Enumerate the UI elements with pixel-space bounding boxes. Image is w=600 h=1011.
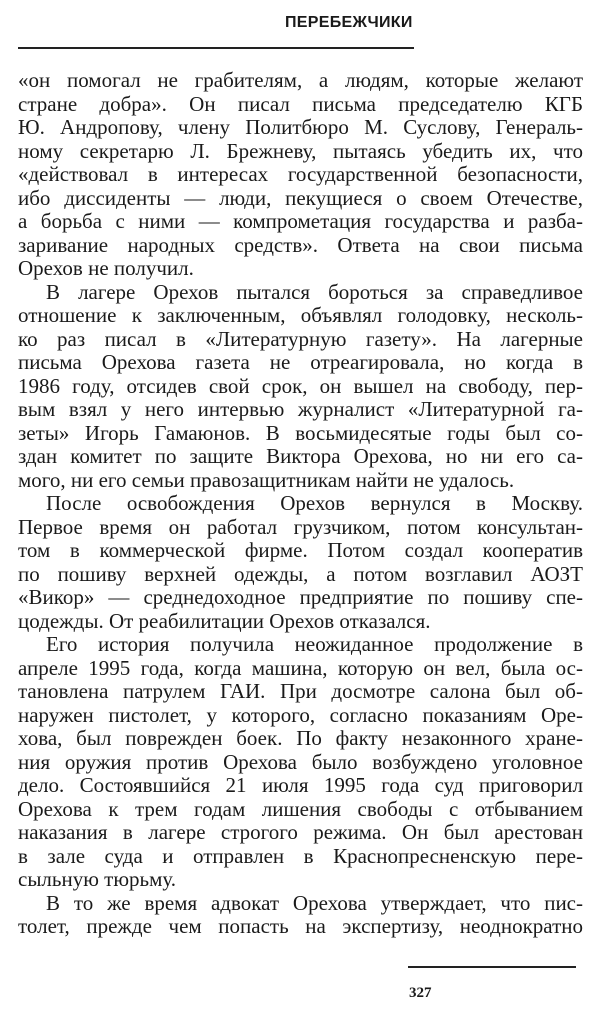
text-line: отношение к заключенным, объявлял голодовку, несколь- — [18, 303, 583, 327]
text-line: Первое время он работал грузчиком, потом консультан- — [18, 514, 583, 539]
text-line: ния оружия против Орехова было возбуждено уголовное — [18, 749, 583, 774]
text-line: Орехов не получил. — [18, 256, 194, 280]
text-line: в зале суда и отправлен в Краснопресненскую пере- — [18, 843, 583, 868]
text-line: «он помогал не грабителям, а людям, которые желают — [18, 68, 583, 92]
text-line: тановлена патрулем ГАИ. При досмотре салона был об- — [18, 679, 583, 703]
text-line: здан комитет по защите Виктора Орехова, но ни его са- — [18, 444, 583, 468]
paragraph — [18, 892, 583, 939]
text-line: наказания в лагере строгого режима. Он был арестован — [18, 820, 583, 844]
text-line: 1986 году, отсидев свой срок, он вышел на свободу, пер- — [18, 373, 583, 398]
text-line: том в коммерческой фирме. Потом создал кооператив — [18, 538, 583, 562]
text-line: цодежды. От реабилитации Орехов отказался. — [18, 608, 431, 633]
header-rule — [18, 47, 414, 49]
text-line: мого, ни его семьи правозащитникам найти не удалось. — [18, 467, 515, 492]
page-number: 327 — [409, 985, 432, 1001]
text-line: «действовал в интересах государственной безопасности, — [18, 162, 583, 186]
text-line: ко раз писал в «Литературную газету». На лагерные — [18, 326, 583, 351]
text-line: наружен пистолет, у которого, согласно показаниям Оре- — [18, 702, 583, 727]
text-line: толет, прежде чем попасть на экспертизу, неоднократно — [18, 914, 583, 938]
text-line: Орехова к трем годам лишения свободы с отбыванием — [18, 796, 583, 821]
text-line: стране добра». Он писал письма председателю КГБ — [18, 91, 583, 116]
text-line: дело. Состоявшийся 21 июля 1995 года суд приговорил — [18, 773, 583, 797]
text-line: зеты» Игорь Гамаюнов. В восьмидесятые годы был со- — [18, 420, 583, 445]
text-line: ному секретарю Л. Брежневу, пытаясь убедить их, что — [18, 138, 583, 163]
paragraph — [18, 281, 583, 493]
text-line: В то же время адвокат Орехова утверждает, что пис- — [46, 890, 583, 915]
footer-rule — [408, 966, 576, 968]
body-text — [18, 69, 583, 939]
text-line: по пошиву верхней одежды, а потом возглавил АОЗТ — [18, 561, 583, 586]
paragraph — [18, 492, 583, 633]
text-line: сыльную тюрьму. — [18, 867, 177, 891]
text-line: Ю. Андропову, члену Политбюро М. Суслову, Генераль- — [18, 115, 583, 139]
text-line: «Викор» — среднедоходное предприятие по пошиву спе- — [18, 585, 583, 609]
text-line: После освобождения Орехов вернулся в Москву. — [46, 491, 583, 515]
text-line: а борьба с ними — компрометация государства и разба- — [18, 209, 583, 233]
paragraph — [18, 633, 583, 892]
text-line: хова, был поврежден боек. По факту незаконного хране- — [18, 726, 583, 750]
paragraph — [18, 69, 583, 281]
running-title: ПЕРЕБЕЖЧИКИ — [285, 14, 413, 31]
text-line: заривание народных средств». Ответа на свои письма — [18, 232, 583, 257]
text-line: ибо диссиденты — люди, пекущиеся о своем Отечестве, — [18, 185, 583, 210]
text-line: вым взял у него интервью журналист «Литературной га- — [18, 397, 583, 421]
text-line: Его история получила неожиданное продолжение в — [46, 632, 583, 656]
text-line: апреле 1995 года, когда машина, которую он вел, была ос- — [18, 655, 583, 680]
text-line: письма Орехова газета не отреагировала, но когда в — [18, 350, 583, 374]
text-line: В лагере Орехов пытался бороться за справедливое — [46, 279, 583, 304]
